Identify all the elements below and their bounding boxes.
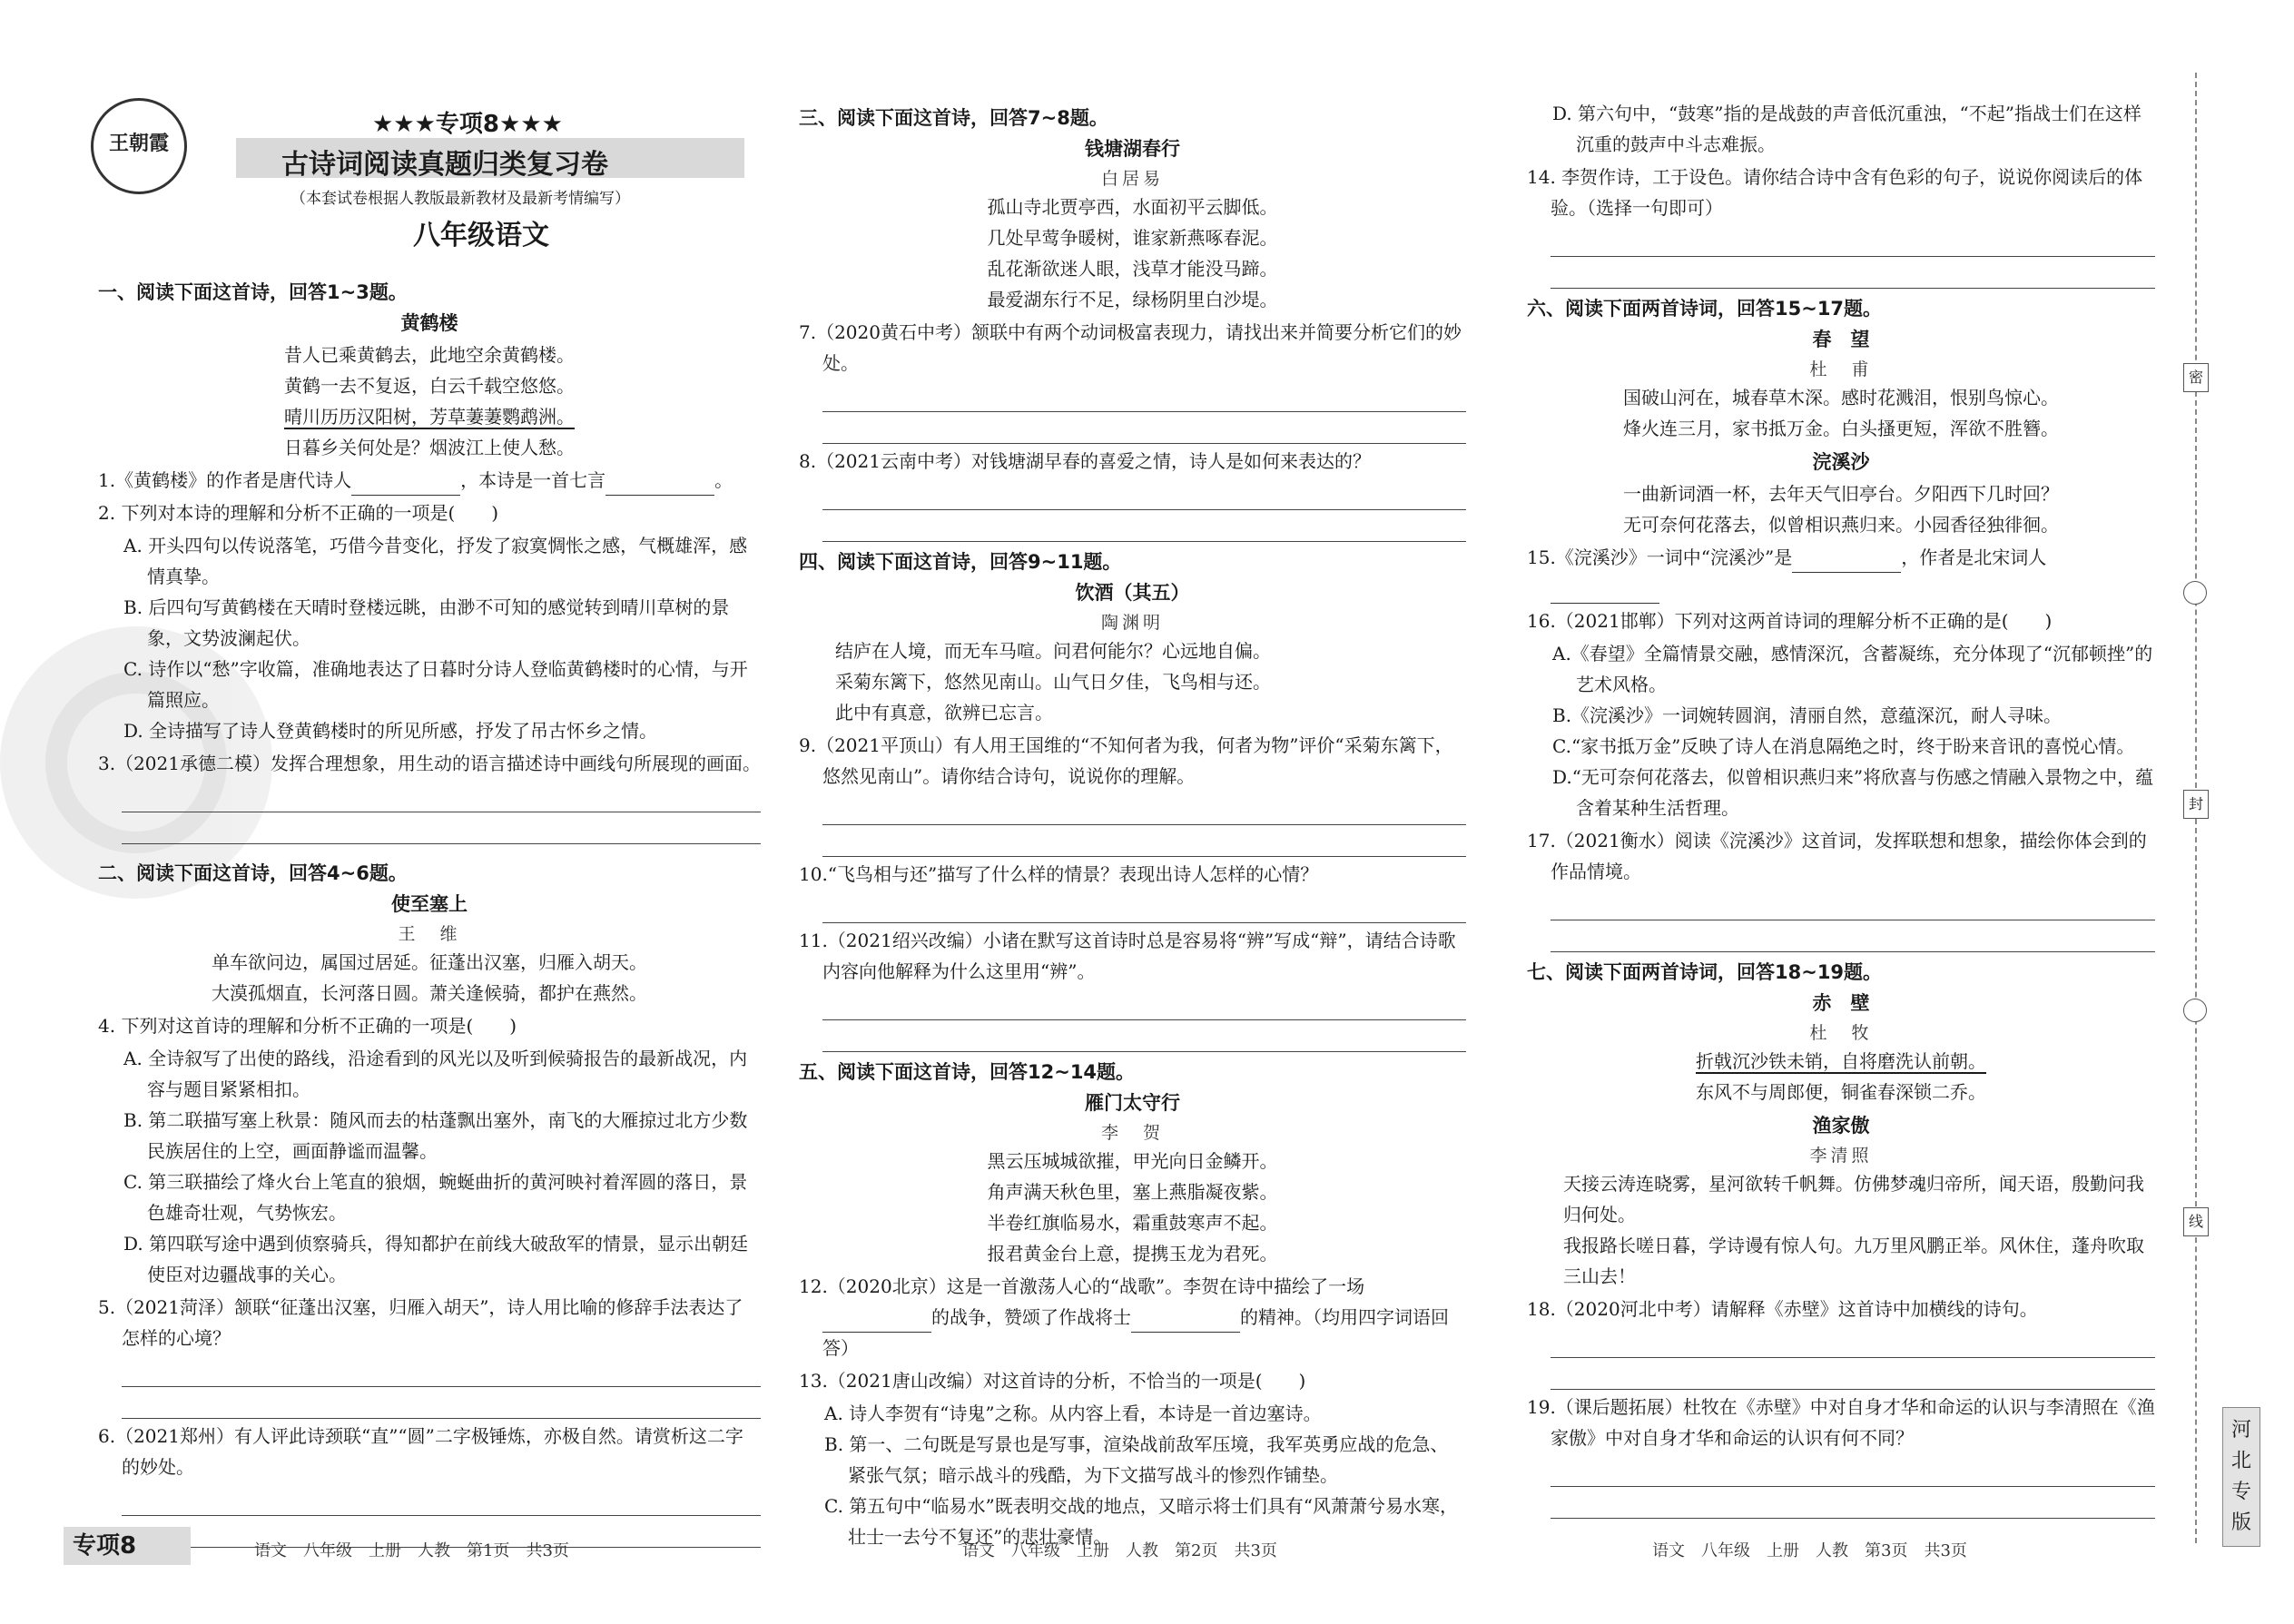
section-2-heading: 二、阅读下面这首诗，回答4~6题。: [98, 862, 408, 884]
poem-title: 浣溪沙: [1812, 451, 1870, 473]
option-b: B.《浣溪沙》一词婉转圆润，清丽自然，意蕴深沉，耐人寻味。: [1552, 704, 2063, 726]
poem-line: 报君黄金台上意，提携玉龙为君死。: [987, 1243, 1278, 1265]
question-18: 18.（2020河北中考）请解释《赤壁》这首诗中加横线的诗句。: [1527, 1298, 2038, 1320]
poem-title: 渔家傲: [1812, 1115, 1870, 1137]
section-4-heading: 四、阅读下面这首诗，回答9~11题。: [799, 551, 1122, 573]
footer-page-3: 语文 八年级 上册 人教 第3页 共3页: [1652, 1541, 1967, 1560]
poem-line: 几处早莺争暖树，谁家新燕啄春泥。: [987, 227, 1278, 249]
column-2: [799, 98, 1466, 1552]
answer-blank[interactable]: [1131, 1312, 1240, 1333]
answer-blank[interactable]: [822, 1312, 931, 1333]
question-13: 13.（2021唐山改编）对这首诗的分析，不恰当的一项是( ): [799, 1370, 1306, 1392]
option-c: C. 诗作以“愁”字收篇，准确地表达了日暮时分诗人登临黄鹤楼时的心情，与开篇照应。: [123, 658, 748, 711]
edition-label: 河北专版: [2222, 1407, 2260, 1547]
option-a: A. 诗人李贺有“诗鬼”之称。从内容上看，本诗是一首边塞诗。: [824, 1403, 1322, 1424]
column-1: [98, 272, 761, 1548]
poem-line: 天接云涛连晓雾，星河欲转千帆舞。仿佛梦魂归帝所，闻天语，殷勤问我归何处。: [1563, 1173, 2144, 1225]
answer-line[interactable]: [822, 891, 1466, 923]
answer-line[interactable]: [1551, 889, 2155, 920]
answer-line[interactable]: [822, 989, 1466, 1020]
poem-line: 采菊东篱下，悠然见南山。山气日夕佳，飞鸟相与还。: [835, 671, 1271, 693]
section-7-heading: 七、阅读下面两首诗词，回答18~19题。: [1527, 961, 1883, 983]
question-16: 16.（2021邯郸）下列对这两首诗词的理解分析不正确的是( ): [1527, 610, 2053, 632]
question-8: 8.（2021云南中考）对钱塘湖早春的喜爱之情，诗人是如何来表达的？: [799, 450, 1371, 472]
page-header: [73, 98, 763, 280]
poem-title: 赤 壁: [1812, 992, 1870, 1014]
poem-title: 黄鹤楼: [400, 312, 458, 334]
page-title: 古诗词阅读真题归类复习卷: [281, 149, 608, 181]
poem-line: 结庐在人境，而无车马喧。问君何能尔？心远地自偏。: [835, 640, 1271, 662]
poem-title: 春 望: [1812, 329, 1870, 350]
question-10: 10.“飞鸟相与还”描写了什么样的情景？表现出诗人怎样的心情？: [799, 863, 1319, 885]
poem-line: 国破山河在，城春草木深。感时花溅泪，恨别鸟惊心。: [1623, 387, 2059, 408]
poem-line: 昔人已乘黄鹤去，此地空余黄鹤楼。: [284, 344, 575, 366]
seal-circle-icon: [2183, 999, 2207, 1022]
option-b: B. 第一、二句既是写景也是写事，渲染战前敌军压境，我军英勇应战的危急、紧张气氛；暗示战斗的残酷，为下文描写战斗的惨烈作铺垫。: [824, 1433, 1449, 1486]
poem-line-underlined: 晴川历历汉阳树，芳草萋萋鹦鹉洲。: [284, 406, 575, 428]
footer-page-2: 语文 八年级 上册 人教 第2页 共3页: [962, 1541, 1277, 1560]
question-3: 3.（2021承德二模）发挥合理想象，用生动的语言描述诗中画线句所展现的画面。: [98, 753, 761, 774]
answer-line[interactable]: [822, 380, 1466, 412]
option-a: A. 开头四句以传说落笔，巧借今昔变化，抒发了寂寞惆怅之感，气概雄浑，感情真挚。: [123, 535, 748, 587]
answer-line[interactable]: [1551, 257, 2155, 289]
answer-line[interactable]: [822, 1020, 1466, 1052]
section-1-heading: 一、阅读下面这首诗，回答1~3题。: [98, 281, 408, 303]
answer-line[interactable]: [1551, 920, 2155, 952]
answer-line[interactable]: [822, 412, 1466, 444]
answer-line[interactable]: [822, 510, 1466, 542]
poem-line: 黄鹤一去不复返，白云千载空悠悠。: [284, 375, 575, 397]
question-6: 6.（2021郑州）有人评此诗颈联“直”“圆”二字极锤炼，亦极自然。请赏析这二字的妙处。: [98, 1425, 743, 1478]
option-c: C.“家书抵万金”反映了诗人在消息隔绝之时，终于盼来音讯的喜悦心情。: [1552, 735, 2135, 757]
poem-line: 东风不与周郎便，铜雀春深锁二乔。: [1696, 1081, 1986, 1103]
poem-author: 杜 牧: [1809, 1023, 1873, 1043]
option-b: B. 后四句写黄鹤楼在天晴时登楼远眺，由渺不可知的感觉转到晴川草树的景象，文势波澜起伏。: [123, 596, 730, 649]
option-d: D. 第四联写途中遇到侦察骑兵，得知都护在前线大破敌军的情景，显示出朝廷使臣对边疆战事的关心。: [123, 1233, 749, 1285]
answer-blank[interactable]: [605, 475, 714, 496]
grade-title: 八年级语文: [413, 220, 549, 251]
answer-line[interactable]: [822, 825, 1466, 857]
section-5-heading: 五、阅读下面这首诗，回答12~14题。: [799, 1061, 1136, 1083]
question-7: 7.（2020黄石中考）颔联中有两个动词极富表现力，请找出来并简要分析它们的妙处。: [799, 321, 1462, 374]
poem-line: 日暮乡关何处是？烟波江上使人愁。: [284, 437, 575, 458]
poem-line: 大漠孤烟直，长河落日圆。萧关逢候骑，都护在燕然。: [212, 982, 647, 1004]
poem-author: 王 维: [398, 924, 461, 944]
question-12: 12.（2020北京）这是一首激荡人心的“战歌”。李贺在诗中描绘了一场的战争，赞颂了作战将士 的精神。（均用四字词语回答）: [799, 1275, 1449, 1359]
answer-line[interactable]: [1551, 225, 2155, 257]
option-c: C. 第五句中“临易水”既表明交战的地点，又暗示将士们具有“风萧萧兮易水寒，壮士一去兮不复还”的悲壮豪情。: [824, 1495, 1458, 1548]
page-subtitle: （本套试卷根据人教版最新教材及最新考情编写）: [290, 190, 630, 208]
question-2: 2. 下列对本诗的理解和分析不正确的一项是( ): [98, 502, 499, 524]
question-1: 1.《黄鹤楼》的作者是唐代诗人 ，本诗是一首七言 。: [98, 465, 761, 496]
footer-label: 专项8: [64, 1527, 191, 1565]
poem-line: 半卷红旗临易水，霜重鼓寒声不起。: [987, 1212, 1278, 1234]
answer-line[interactable]: [822, 793, 1466, 825]
poem-line: 单车欲问边，属国过居延。征蓬出汉塞，归雁入胡天。: [212, 951, 647, 973]
question-19: 19.（课后题拓展）杜牧在《赤壁》中对自身才华和命运的认识与李清照在《渔家傲》中对自身才华和命运的认识有何不同？: [1527, 1396, 2155, 1449]
poem-line: 此中有真意，欲辨已忘言。: [835, 702, 1053, 723]
footer-page-1: 语文 八年级 上册 人教 第1页 共3页: [254, 1541, 569, 1560]
option-d: D. 第六句中，“鼓寒”指的是战鼓的声音低沉重浊，“不起”指战士们在这样沉重的鼓声中斗志难振。: [1552, 103, 2141, 155]
poem-line: 黑云压城城欲摧，甲光向日金鳞开。: [987, 1150, 1278, 1172]
poem-author: 白居易: [1100, 169, 1164, 189]
seal-circle-icon: [2183, 581, 2207, 605]
poem-title: 雁门太守行: [1085, 1092, 1180, 1114]
brand-logo: [91, 98, 187, 194]
option-a: A.《春望》全篇情景交融，感情深沉，含蓄凝练，充分体现了“沉郁顿挫”的艺术风格。: [1552, 643, 2153, 695]
option-b: B. 第二联描写塞上秋景：随风而去的枯蓬飘出塞外，南飞的大雁掠过北方少数民族居住的上空，画面静谧而温馨。: [123, 1109, 748, 1162]
section-6-heading: 六、阅读下面两首诗词，回答15~17题。: [1527, 298, 1883, 320]
section-3-heading: 三、阅读下面这首诗，回答7~8题。: [799, 107, 1108, 129]
question-4: 4. 下列对这首诗的理解和分析不正确的一项是( ): [98, 1015, 517, 1037]
poem-line: 一曲新词酒一杯，去年天气旧亭台。夕阳西下几时回？: [1623, 483, 2059, 505]
seal-char: 封: [2183, 790, 2209, 819]
poem-author: 陶渊明: [1100, 613, 1164, 633]
option-c: C. 第三联描绘了烽火台上笔直的狼烟，蜿蜒曲折的黄河映衬着浑圆的落日，景色雄奇壮观，气势恢宏。: [123, 1171, 748, 1224]
question-17: 17.（2021衡水）阅读《浣溪沙》这首词，发挥联想和想象，描绘你体会到的作品情境。: [1527, 830, 2147, 882]
answer-line[interactable]: [122, 781, 761, 812]
answer-line[interactable]: [1551, 1487, 2155, 1519]
poem-title: 饮酒（其五）: [1075, 582, 1190, 604]
answer-line[interactable]: [122, 812, 761, 844]
answer-line[interactable]: [1551, 1358, 2155, 1390]
logo-text: 王朝霞: [108, 132, 169, 155]
poem-line: 乱花渐欲迷人眼，浅草才能没马蹄。: [987, 258, 1278, 280]
poem-line: 无可奈何花落去，似曾相识燕归来。小园香径独徘徊。: [1623, 514, 2059, 536]
poem-line-underlined: 折戟沉沙铁未销，自将磨洗认前朝。: [1696, 1050, 1986, 1072]
seal-char: 密: [2183, 363, 2209, 392]
column-3: [1527, 98, 2155, 1519]
answer-blank[interactable]: [1792, 552, 1901, 573]
seal-char: 线: [2183, 1207, 2209, 1236]
poem-title: 钱塘湖春行: [1085, 138, 1180, 160]
answer-line[interactable]: [1551, 1455, 2155, 1487]
question-9: 9.（2021平顶山）有人用王国维的“不知何者为我，何者为物”评价“采菊东篱下，悠然见南山”。请你结合诗句，说说你的理解。: [799, 734, 1453, 787]
answer-line[interactable]: [122, 1387, 761, 1419]
question-5: 5.（2021菏泽）颔联“征蓬出汉塞，归雁入胡天”，诗人用比喻的修辞手法表达了怎样的心境？: [98, 1296, 743, 1349]
poem-line: 我报路长嗟日暮，学诗谩有惊人句。九万里风鹏正举。风休住，蓬舟吹取三山去！: [1563, 1235, 2144, 1287]
poem-author: 杜 甫: [1809, 359, 1873, 379]
special-tag: ★★★专项8★★★: [372, 111, 563, 138]
poem-line: 烽火连三月，家书抵万金。白头搔更短，浑欲不胜簪。: [1623, 418, 2059, 439]
poem-line: 孤山寺北贾亭西，水面初平云脚低。: [987, 196, 1278, 218]
poem-title: 使至塞上: [391, 893, 468, 915]
poem-author: 李清照: [1809, 1146, 1873, 1166]
answer-line[interactable]: [122, 1484, 761, 1516]
question-14: 14. 李贺作诗，工于设色。请你结合诗中含有色彩的句子，说说你阅读后的体验。（选择一句即可）: [1527, 166, 2143, 219]
poem-line: 角声满天秋色里，塞上燕脂凝夜紫。: [987, 1181, 1278, 1203]
option-d: D.“无可奈何花落去，似曾相识燕归来”将欣喜与伤感之情融入景物之中，蕴含着某种生活哲理。: [1552, 766, 2154, 819]
question-15: 15.《浣溪沙》一词中“浣溪沙”是 ，作者是北宋词人: [1527, 542, 2155, 604]
poem-line: 最爱湖东行不足，绿杨阴里白沙堤。: [987, 289, 1278, 310]
answer-blank[interactable]: [1551, 583, 1659, 604]
question-11: 11.（2021绍兴改编）小诸在默写这首诗时总是容易将“辨”写成“辩”，请结合诗歌内容向他解释为什么这里用“辨”。: [799, 930, 1456, 982]
option-d: D. 全诗描写了诗人登黄鹤楼时的所见所感，抒发了吊古怀乡之情。: [123, 720, 658, 742]
answer-line[interactable]: [822, 478, 1466, 510]
answer-blank[interactable]: [351, 475, 460, 496]
answer-line[interactable]: [1551, 1326, 2155, 1358]
answer-line[interactable]: [122, 1355, 761, 1387]
option-a: A. 全诗叙写了出使的路线，沿途看到的风光以及听到候骑报告的最新战况，内容与题目紧紧相扣。: [123, 1048, 748, 1100]
poem-author: 李 贺: [1100, 1123, 1164, 1143]
